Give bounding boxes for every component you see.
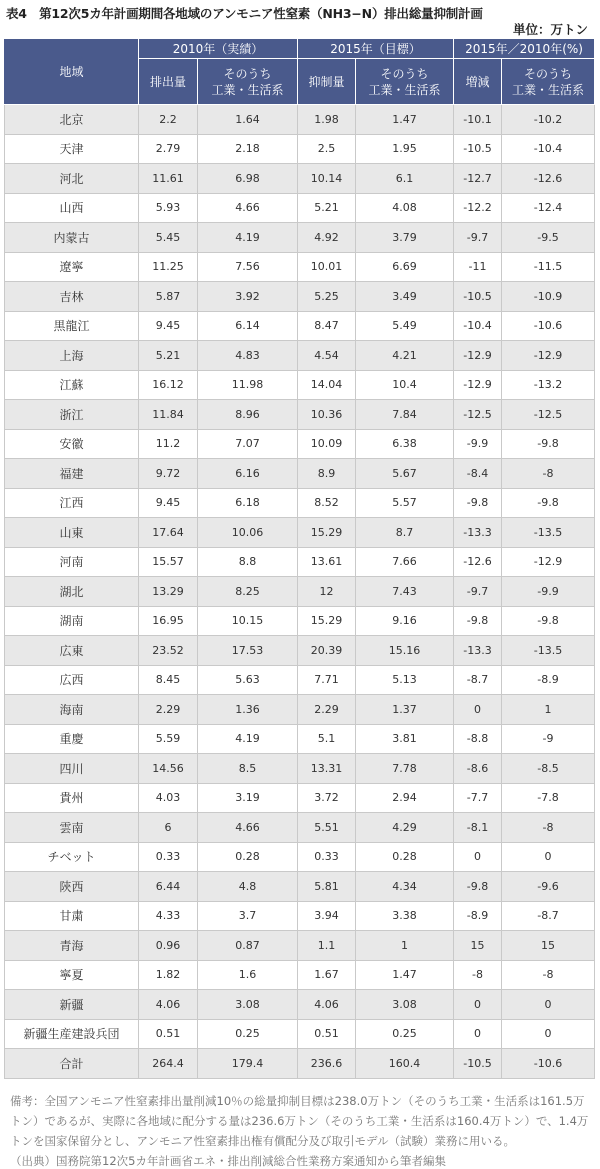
change-cell: -12.9	[454, 341, 502, 371]
table-row	[5, 341, 595, 371]
industrial-ratio-cell: -9.9	[502, 577, 595, 607]
industrial-ratio-cell: -13.2	[502, 370, 595, 400]
industrial-2015-cell: 6.69	[356, 252, 454, 282]
region-cell: 山東	[5, 518, 139, 548]
industrial-2015-cell: 160.4	[356, 1049, 454, 1079]
control-2015-cell: 13.61	[298, 547, 356, 577]
emission-2010-cell: 2.2	[139, 105, 198, 135]
control-2015-cell: 15.29	[298, 518, 356, 548]
industrial-2010-cell: 179.4	[198, 1049, 298, 1079]
industrial-ratio-cell: -8.5	[502, 754, 595, 784]
control-2015-cell: 8.52	[298, 488, 356, 518]
industrial-2015-cell: 10.4	[356, 370, 454, 400]
industrial-2010-cell: 4.66	[198, 193, 298, 223]
control-2015-cell: 15.29	[298, 606, 356, 636]
table-row	[5, 842, 595, 872]
table-row	[5, 164, 595, 194]
control-2015-cell: 10.14	[298, 164, 356, 194]
emission-2010-cell: 11.61	[139, 164, 198, 194]
header-industrial-2010: そのうち 工業・生活系	[198, 59, 298, 105]
region-cell: 安徽	[5, 429, 139, 459]
region-cell: 陝西	[5, 872, 139, 902]
emission-2010-cell: 11.25	[139, 252, 198, 282]
industrial-2010-cell: 6.18	[198, 488, 298, 518]
industrial-2010-cell: 6.14	[198, 311, 298, 341]
table-row	[5, 429, 595, 459]
change-cell: -9.9	[454, 429, 502, 459]
table-row	[5, 459, 595, 489]
industrial-2015-cell: 5.13	[356, 665, 454, 695]
region-cell: 遼寧	[5, 252, 139, 282]
table-row	[5, 931, 595, 961]
header-industrial-ratio: そのうち 工業・生活系	[502, 59, 595, 105]
change-cell: 15	[454, 931, 502, 961]
emission-2010-cell: 6	[139, 813, 198, 843]
control-2015-cell: 3.72	[298, 783, 356, 813]
control-2015-cell: 2.5	[298, 134, 356, 164]
industrial-2010-cell: 8.96	[198, 400, 298, 430]
emission-2010-cell: 5.45	[139, 223, 198, 253]
control-2015-cell: 5.21	[298, 193, 356, 223]
industrial-ratio-cell: -9.8	[502, 429, 595, 459]
industrial-2010-cell: 5.63	[198, 665, 298, 695]
table-row	[5, 547, 595, 577]
table-row	[5, 1049, 595, 1079]
industrial-ratio-cell: -11.5	[502, 252, 595, 282]
industrial-2015-cell: 8.7	[356, 518, 454, 548]
industrial-2015-cell: 2.94	[356, 783, 454, 813]
control-2015-cell: 5.1	[298, 724, 356, 754]
table-row	[5, 134, 595, 164]
change-cell: -8.1	[454, 813, 502, 843]
change-cell: -13.3	[454, 636, 502, 666]
change-cell: -8.8	[454, 724, 502, 754]
industrial-ratio-cell: -10.2	[502, 105, 595, 135]
table-row	[5, 577, 595, 607]
industrial-2010-cell: 8.8	[198, 547, 298, 577]
industrial-ratio-cell: -9.8	[502, 606, 595, 636]
emission-2010-cell: 5.93	[139, 193, 198, 223]
region-cell: 福建	[5, 459, 139, 489]
table-row	[5, 665, 595, 695]
table-row	[5, 105, 595, 135]
region-cell: 新疆	[5, 990, 139, 1020]
industrial-ratio-cell: -9.6	[502, 872, 595, 902]
industrial-2015-cell: 6.1	[356, 164, 454, 194]
industrial-ratio-cell: -12.9	[502, 547, 595, 577]
table-row	[5, 783, 595, 813]
control-2015-cell: 2.29	[298, 695, 356, 725]
industrial-2010-cell: 1.64	[198, 105, 298, 135]
industrial-2010-cell: 1.36	[198, 695, 298, 725]
region-cell: 天津	[5, 134, 139, 164]
industrial-2010-cell: 3.92	[198, 282, 298, 312]
industrial-2010-cell: 1.6	[198, 960, 298, 990]
table-row	[5, 872, 595, 902]
industrial-ratio-cell: -10.4	[502, 134, 595, 164]
industrial-2015-cell: 4.34	[356, 872, 454, 902]
emission-2010-cell: 9.45	[139, 488, 198, 518]
change-cell: 0	[454, 842, 502, 872]
industrial-ratio-cell: -9.5	[502, 223, 595, 253]
industrial-2010-cell: 0.28	[198, 842, 298, 872]
control-2015-cell: 7.71	[298, 665, 356, 695]
table-row	[5, 813, 595, 843]
industrial-2010-cell: 0.87	[198, 931, 298, 961]
industrial-ratio-cell: -10.9	[502, 282, 595, 312]
change-cell: -9.8	[454, 606, 502, 636]
source-note: （出典）国務院第12次5カ年計画省エネ・排出削減総合性業務方案通知から筆者編集	[10, 1153, 446, 1168]
table-row	[5, 724, 595, 754]
region-cell: 雲南	[5, 813, 139, 843]
emission-2010-cell: 1.82	[139, 960, 198, 990]
industrial-2015-cell: 4.29	[356, 813, 454, 843]
industrial-2010-cell: 0.25	[198, 1019, 298, 1049]
industrial-ratio-cell: -12.9	[502, 341, 595, 371]
change-cell: -8.6	[454, 754, 502, 784]
emission-2010-cell: 14.56	[139, 754, 198, 784]
table-row	[5, 960, 595, 990]
region-cell: 江蘇	[5, 370, 139, 400]
industrial-2015-cell: 6.38	[356, 429, 454, 459]
industrial-2015-cell: 7.43	[356, 577, 454, 607]
industrial-ratio-cell: -10.6	[502, 311, 595, 341]
industrial-ratio-cell: 0	[502, 1019, 595, 1049]
emission-2010-cell: 13.29	[139, 577, 198, 607]
emission-2010-cell: 11.2	[139, 429, 198, 459]
industrial-ratio-cell: -7.8	[502, 783, 595, 813]
industrial-2010-cell: 4.8	[198, 872, 298, 902]
change-cell: -12.5	[454, 400, 502, 430]
region-cell: 湖南	[5, 606, 139, 636]
region-cell: 北京	[5, 105, 139, 135]
industrial-ratio-cell: -10.6	[502, 1049, 595, 1079]
control-2015-cell: 8.47	[298, 311, 356, 341]
emission-2010-cell: 11.84	[139, 400, 198, 430]
control-2015-cell: 10.09	[298, 429, 356, 459]
region-cell: 河北	[5, 164, 139, 194]
emission-2010-cell: 4.33	[139, 901, 198, 931]
change-cell: 0	[454, 990, 502, 1020]
change-cell: -10.5	[454, 1049, 502, 1079]
header-emission-2010: 排出量	[139, 59, 198, 105]
change-cell: 0	[454, 1019, 502, 1049]
region-cell: 四川	[5, 754, 139, 784]
change-cell: -9.7	[454, 577, 502, 607]
emission-2010-cell: 9.72	[139, 459, 198, 489]
emission-2010-cell: 8.45	[139, 665, 198, 695]
header-industrial-2015: そのうち 工業・生活系	[356, 59, 454, 105]
table-row	[5, 252, 595, 282]
region-cell: 浙江	[5, 400, 139, 430]
region-cell: 内蒙古	[5, 223, 139, 253]
table-row	[5, 370, 595, 400]
industrial-2015-cell: 5.49	[356, 311, 454, 341]
change-cell: -13.3	[454, 518, 502, 548]
region-cell: 広東	[5, 636, 139, 666]
emission-2010-cell: 2.79	[139, 134, 198, 164]
industrial-2015-cell: 3.08	[356, 990, 454, 1020]
change-cell: -11	[454, 252, 502, 282]
industrial-2015-cell: 3.79	[356, 223, 454, 253]
industrial-2010-cell: 4.19	[198, 223, 298, 253]
industrial-ratio-cell: -13.5	[502, 518, 595, 548]
emission-2010-cell: 4.03	[139, 783, 198, 813]
change-cell: -12.7	[454, 164, 502, 194]
region-cell: 甘粛	[5, 901, 139, 931]
industrial-2010-cell: 8.25	[198, 577, 298, 607]
control-2015-cell: 236.6	[298, 1049, 356, 1079]
industrial-2010-cell: 6.98	[198, 164, 298, 194]
control-2015-cell: 14.04	[298, 370, 356, 400]
emission-2010-cell: 23.52	[139, 636, 198, 666]
emission-2010-cell: 17.64	[139, 518, 198, 548]
control-2015-cell: 8.9	[298, 459, 356, 489]
emission-2010-cell: 0.51	[139, 1019, 198, 1049]
control-2015-cell: 10.01	[298, 252, 356, 282]
header-2010-group: 2010年（実績）	[139, 39, 298, 59]
industrial-ratio-cell: -8	[502, 960, 595, 990]
industrial-2015-cell: 9.16	[356, 606, 454, 636]
industrial-2010-cell: 4.66	[198, 813, 298, 843]
change-cell: -8.7	[454, 665, 502, 695]
region-cell: 貴州	[5, 783, 139, 813]
change-cell: -9.7	[454, 223, 502, 253]
emission-2010-cell: 5.21	[139, 341, 198, 371]
change-cell: -8.4	[454, 459, 502, 489]
change-cell: -10.5	[454, 134, 502, 164]
change-cell: -10.5	[454, 282, 502, 312]
table-row	[5, 193, 595, 223]
industrial-ratio-cell: 15	[502, 931, 595, 961]
table-row	[5, 990, 595, 1020]
header-ratio-group: 2015年／2010年(%)	[454, 39, 595, 59]
region-cell: 黒龍江	[5, 311, 139, 341]
industrial-ratio-cell: -8.9	[502, 665, 595, 695]
control-2015-cell: 4.92	[298, 223, 356, 253]
industrial-2015-cell: 1.95	[356, 134, 454, 164]
table-row	[5, 754, 595, 784]
change-cell: -7.7	[454, 783, 502, 813]
emission-table	[4, 38, 595, 1079]
industrial-2015-cell: 3.38	[356, 901, 454, 931]
industrial-2015-cell: 4.08	[356, 193, 454, 223]
control-2015-cell: 20.39	[298, 636, 356, 666]
industrial-ratio-cell: 0	[502, 842, 595, 872]
industrial-2010-cell: 7.56	[198, 252, 298, 282]
region-cell: 青海	[5, 931, 139, 961]
control-2015-cell: 5.51	[298, 813, 356, 843]
industrial-2010-cell: 3.08	[198, 990, 298, 1020]
industrial-ratio-cell: -9.8	[502, 488, 595, 518]
control-2015-cell: 12	[298, 577, 356, 607]
industrial-2010-cell: 2.18	[198, 134, 298, 164]
industrial-ratio-cell: -8.7	[502, 901, 595, 931]
control-2015-cell: 0.33	[298, 842, 356, 872]
industrial-2015-cell: 7.78	[356, 754, 454, 784]
industrial-2015-cell: 1.47	[356, 960, 454, 990]
emission-2010-cell: 16.12	[139, 370, 198, 400]
industrial-2010-cell: 6.16	[198, 459, 298, 489]
industrial-2010-cell: 17.53	[198, 636, 298, 666]
industrial-2010-cell: 3.19	[198, 783, 298, 813]
industrial-2015-cell: 3.49	[356, 282, 454, 312]
table-row	[5, 901, 595, 931]
region-cell: 河南	[5, 547, 139, 577]
control-2015-cell: 13.31	[298, 754, 356, 784]
control-2015-cell: 1.1	[298, 931, 356, 961]
control-2015-cell: 0.51	[298, 1019, 356, 1049]
industrial-2010-cell: 4.83	[198, 341, 298, 371]
region-cell: 上海	[5, 341, 139, 371]
emission-2010-cell: 6.44	[139, 872, 198, 902]
industrial-2015-cell: 7.66	[356, 547, 454, 577]
emission-2010-cell: 2.29	[139, 695, 198, 725]
industrial-2010-cell: 7.07	[198, 429, 298, 459]
table-row	[5, 518, 595, 548]
table-row	[5, 400, 595, 430]
region-cell: 寧夏	[5, 960, 139, 990]
industrial-2015-cell: 1.47	[356, 105, 454, 135]
control-2015-cell: 10.36	[298, 400, 356, 430]
header-change: 増減	[454, 59, 502, 105]
industrial-ratio-cell: -9	[502, 724, 595, 754]
control-2015-cell: 4.06	[298, 990, 356, 1020]
change-cell: -12.2	[454, 193, 502, 223]
change-cell: -10.1	[454, 105, 502, 135]
emission-2010-cell: 4.06	[139, 990, 198, 1020]
emission-2010-cell: 5.87	[139, 282, 198, 312]
region-cell: 山西	[5, 193, 139, 223]
industrial-2015-cell: 0.28	[356, 842, 454, 872]
industrial-ratio-cell: -13.5	[502, 636, 595, 666]
change-cell: -9.8	[454, 488, 502, 518]
control-2015-cell: 5.81	[298, 872, 356, 902]
region-cell: 合計	[5, 1049, 139, 1079]
industrial-2015-cell: 0.25	[356, 1019, 454, 1049]
region-cell: 江西	[5, 488, 139, 518]
region-cell: 重慶	[5, 724, 139, 754]
region-cell: チベット	[5, 842, 139, 872]
industrial-2015-cell: 1	[356, 931, 454, 961]
industrial-2015-cell: 15.16	[356, 636, 454, 666]
industrial-2010-cell: 11.98	[198, 370, 298, 400]
region-cell: 広西	[5, 665, 139, 695]
emission-2010-cell: 5.59	[139, 724, 198, 754]
region-cell: 海南	[5, 695, 139, 725]
industrial-2015-cell: 1.37	[356, 695, 454, 725]
industrial-2010-cell: 3.7	[198, 901, 298, 931]
table-title: 表4 第12次5カ年計画期間各地域のアンモニア性窒素（NH3−N）排出総量抑制計画	[6, 6, 483, 21]
industrial-ratio-cell: -12.5	[502, 400, 595, 430]
table-body	[5, 105, 595, 1079]
industrial-2010-cell: 8.5	[198, 754, 298, 784]
industrial-ratio-cell: -8	[502, 813, 595, 843]
region-cell: 吉林	[5, 282, 139, 312]
industrial-2015-cell: 5.57	[356, 488, 454, 518]
emission-2010-cell: 0.33	[139, 842, 198, 872]
industrial-2015-cell: 4.21	[356, 341, 454, 371]
control-2015-cell: 4.54	[298, 341, 356, 371]
change-cell: -10.4	[454, 311, 502, 341]
table-row	[5, 223, 595, 253]
change-cell: 0	[454, 695, 502, 725]
table-row	[5, 1019, 595, 1049]
unit-label: 単位：万トン	[512, 22, 588, 37]
table-row	[5, 488, 595, 518]
industrial-ratio-cell: 0	[502, 990, 595, 1020]
control-2015-cell: 1.98	[298, 105, 356, 135]
region-cell: 湖北	[5, 577, 139, 607]
control-2015-cell: 5.25	[298, 282, 356, 312]
control-2015-cell: 1.67	[298, 960, 356, 990]
industrial-ratio-cell: 1	[502, 695, 595, 725]
industrial-2015-cell: 3.81	[356, 724, 454, 754]
emission-2010-cell: 9.45	[139, 311, 198, 341]
industrial-2010-cell: 4.19	[198, 724, 298, 754]
notes: 備考：全国アンモニア性窒素排出量削減10％の総量抑制目標は238.0万トン（そのうち工業・生活系は161.5万トン）であるが、実際に各地域に配分する量は236.6万トン（そのうち工業・生活系は160.4万トン）で、1.4万トンを国家保留分とし、アンモニア性窒素排出権有償配分及び取引モデル（試験）業務に用いる。	[10, 1093, 589, 1148]
table-row	[5, 311, 595, 341]
emission-2010-cell: 15.57	[139, 547, 198, 577]
title-row	[6, 4, 594, 37]
industrial-ratio-cell: -12.6	[502, 164, 595, 194]
change-cell: -8	[454, 960, 502, 990]
emission-2010-cell: 16.95	[139, 606, 198, 636]
header-region: 地域	[5, 39, 139, 105]
table-row	[5, 606, 595, 636]
change-cell: -8.9	[454, 901, 502, 931]
region-cell: 新疆生産建設兵団	[5, 1019, 139, 1049]
change-cell: -9.8	[454, 872, 502, 902]
change-cell: -12.6	[454, 547, 502, 577]
industrial-2015-cell: 5.67	[356, 459, 454, 489]
industrial-2015-cell: 7.84	[356, 400, 454, 430]
header-control-2015: 抑制量	[298, 59, 356, 105]
header-2015-group: 2015年（目標）	[298, 39, 454, 59]
industrial-2010-cell: 10.06	[198, 518, 298, 548]
control-2015-cell: 3.94	[298, 901, 356, 931]
table-row	[5, 636, 595, 666]
industrial-2010-cell: 10.15	[198, 606, 298, 636]
table-row	[5, 282, 595, 312]
industrial-ratio-cell: -8	[502, 459, 595, 489]
table-row	[5, 695, 595, 725]
emission-2010-cell: 0.96	[139, 931, 198, 961]
industrial-ratio-cell: -12.4	[502, 193, 595, 223]
change-cell: -12.9	[454, 370, 502, 400]
emission-2010-cell: 264.4	[139, 1049, 198, 1079]
